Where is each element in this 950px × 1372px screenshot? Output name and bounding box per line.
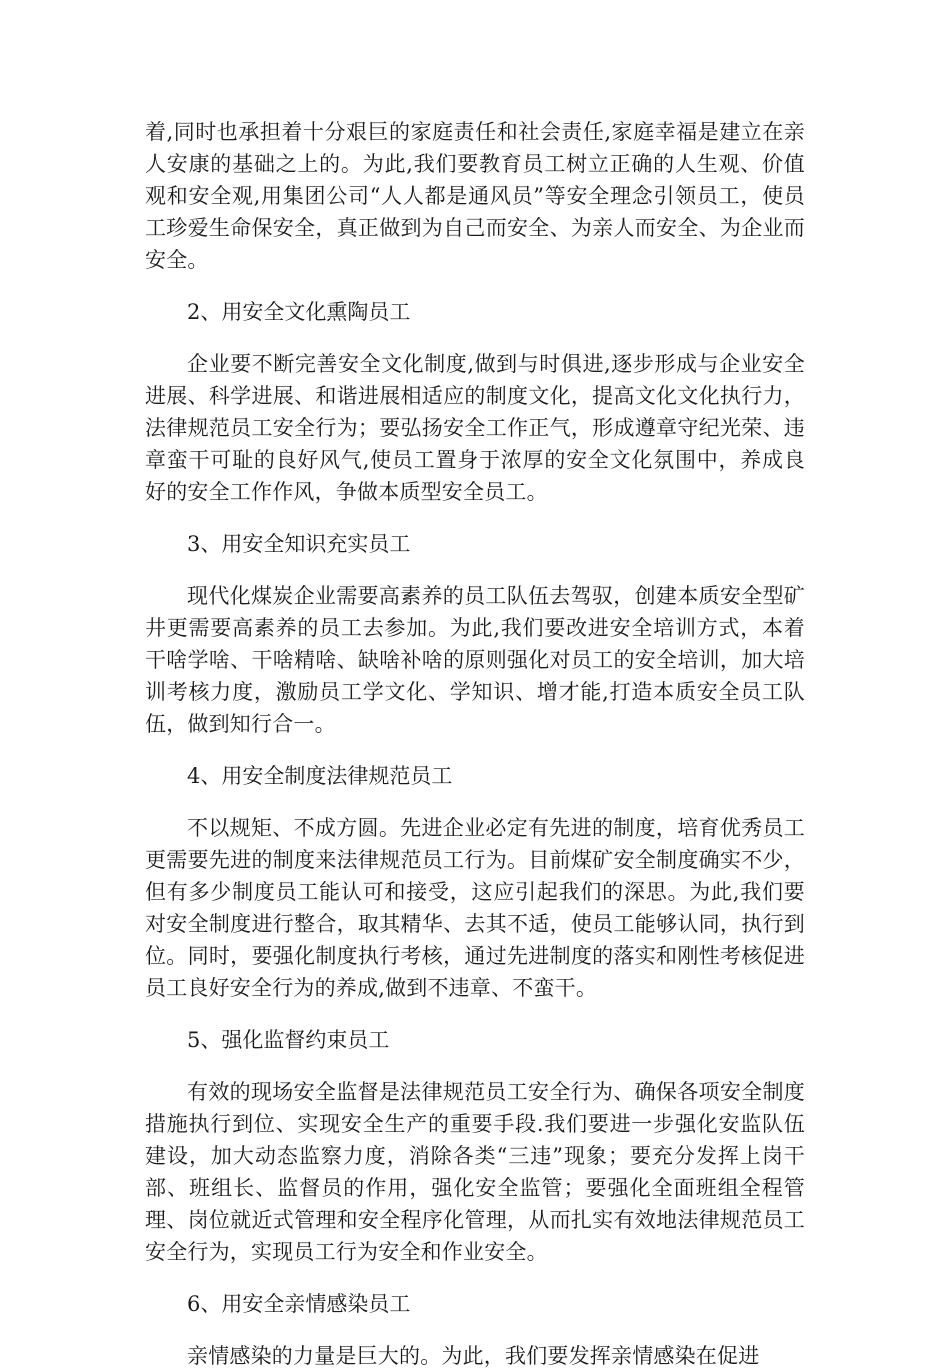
paragraph-family-affection: 亲情感染的力量是巨大的。为此，我们要发挥亲情感染在促进 <box>187 1344 760 1368</box>
paragraph-supervision: 有效的现场安全监督是法律规范员工安全行为、确保各项安全制度措施执行到位、实现安全生产的重要手段.我们要进一步强化安监队伍建设，加大动态监察力度，消除各类“三违”现象；要充分发挥上岗干部、班组长、监督员的作用，强化安全监管；要强化全面班组全程管理、岗位就近式管理和安全程序化管理，从而扎实有效地法律规范员工安全行为，实现员工行为安全和作业安全。 <box>145 1080 805 1264</box>
section-heading-3: 3、用安全知识充实员工 <box>187 532 411 556</box>
paragraph-safety-knowledge: 现代化煤炭企业需要高素养的员工队伍去驾驭，创建本质安全型矿井更需要高素养的员工去参加。为此,我们要改进安全培训方式，本着干啥学啥、干啥精啥、缺啥补啥的原则强化对员工的安全培训，加大培训考核力度，激励员工学文化、学知识、增才能,打造本质安全员工队伍，做到知行合一。 <box>145 584 805 736</box>
paragraph-gap <box>145 560 805 580</box>
paragraph-gap <box>145 1004 805 1024</box>
paragraph-gap <box>145 792 805 812</box>
section-heading-6: 6、用安全亲情感染员工 <box>187 1292 411 1316</box>
paragraph-safety-rules: 不以规矩、不成方圆。先进企业必定有先进的制度，培育优秀员工更需要先进的制度来法律规范员工行为。目前煤矿安全制度确实不少，但有多少制度员工能认可和接受，这应引起我们的深思。为此,我们要对安全制度进行整合，取其精华、去其不适，使员工能够认同，执行到位。同时，要强化制度执行考核，通过先进制度的落实和刚性考核促进员工良好安全行为的养成,做到不违章、不蛮干。 <box>145 816 805 1000</box>
paragraph-safety-culture: 企业要不断完善安全文化制度,做到与时俱进,逐步形成与企业安全进展、科学进展、和谐进展相适应的制度文化，提高文化文化执行力，法律规范员工安全行为；要弘扬安全工作正气，形成遵章守纪光荣、违章蛮干可耻的良好风气,使员工置身于浓厚的安全文化氛围中，养成良好的安全工作作风，争做本质型安全员工。 <box>145 352 805 504</box>
paragraph-gap <box>145 1320 805 1340</box>
paragraph-gap <box>145 276 805 296</box>
document-body <box>145 116 805 1372</box>
section-heading-2: 2、用安全文化熏陶员工 <box>187 300 411 324</box>
paragraph-gap <box>145 328 805 348</box>
section-heading-4: 4、用安全制度法律规范员工 <box>187 764 453 788</box>
paragraph-gap <box>145 1056 805 1076</box>
paragraph-continuation: 着,同时也承担着十分艰巨的家庭责任和社会责任,家庭幸福是建立在亲人安康的基础之上的。为此,我们要教育员工树立正确的人生观、价值观和安全观,用集团公司“人人都是通风员”等安全理念引领员工，使员工珍爱生命保安全，真正做到为自己而安全、为亲人而安全、为企业而安全。 <box>145 120 805 272</box>
paragraph-gap <box>145 1268 805 1288</box>
paragraph-gap <box>145 740 805 760</box>
paragraph-gap <box>145 508 805 528</box>
section-heading-5: 5、强化监督约束员工 <box>187 1028 390 1052</box>
